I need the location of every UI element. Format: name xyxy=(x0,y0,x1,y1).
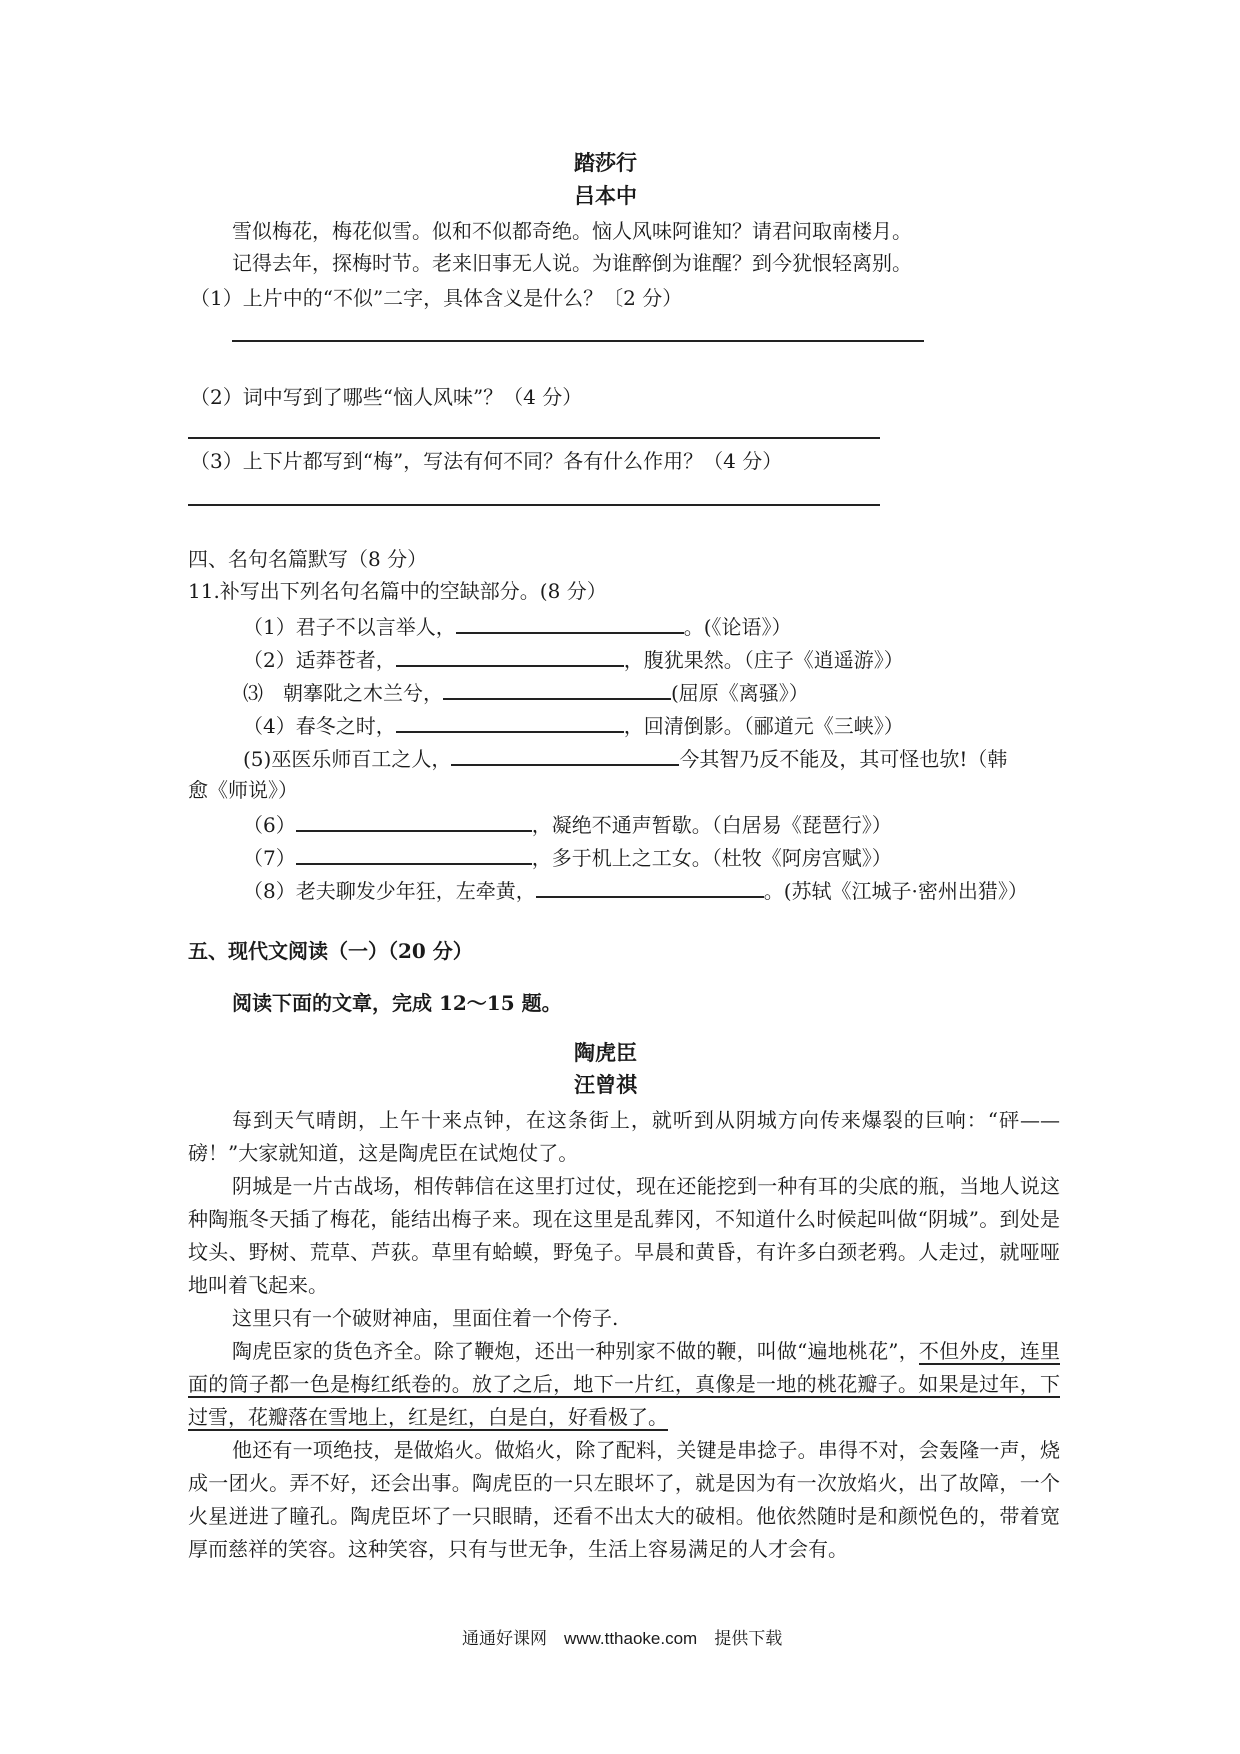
fill-item-5-continued: 愈《师说》） xyxy=(188,778,298,802)
poem-line-1: 雪似梅花，梅花似雪。似和不似都奇绝。恼人风味阿谁知？请君问取南楼月。 xyxy=(232,219,912,243)
article-paragraph-1-text: 每到天气晴朗，上午十来点钟，在这条街上，就听到从阴城方向传来爆裂的巨响：“砰——磅！”大家就知道，这是陶虎臣在试炮仗了。 xyxy=(188,1108,1060,1165)
fill-item-4-prefix: （4）春冬之时， xyxy=(243,714,396,738)
fill-item-7 xyxy=(243,843,892,871)
answer-line-2 xyxy=(188,437,880,439)
article-paragraph-4-text: 陶虎臣家的货色齐全。除了鞭炮，还出一种别家不做的鞭，叫做“遍地桃花”， xyxy=(232,1339,919,1363)
fill-blank-5[interactable] xyxy=(451,744,679,766)
fill-item-3-suffix: (屈原《离骚》） xyxy=(671,681,809,705)
article-paragraph-5 xyxy=(188,1434,1060,1566)
article-paragraph-4 xyxy=(188,1335,1060,1434)
question-1: （1）上片中的“不似”二字，具体含义是什么？〔2 分） xyxy=(190,286,683,310)
page-footer: 通通好课网 www.tthaoke.com 提供下载 xyxy=(462,1629,783,1648)
section-4-heading: 四、名句名篇默写（8 分） xyxy=(188,547,428,571)
fill-item-7-suffix: ，多于机上之工女。（杜牧《阿房宫赋》） xyxy=(531,846,892,870)
fill-item-8-prefix: （8）老夫聊发少年狂，左牵黄， xyxy=(243,879,536,903)
question-3: （3）上下片都写到“梅”，写法有何不同？各有什么作用？（4 分） xyxy=(190,449,783,473)
fill-item-3 xyxy=(243,678,809,706)
fill-item-2-suffix: ，腹犹果然。（庄子《逍遥游》） xyxy=(623,648,904,672)
article-paragraph-1 xyxy=(188,1104,1060,1170)
fill-blank-6[interactable] xyxy=(296,810,532,832)
fill-item-2-prefix: （2）适莽苍者， xyxy=(243,648,396,672)
fill-blank-1[interactable] xyxy=(456,612,684,634)
fill-item-6-prefix: （6） xyxy=(243,813,296,837)
fill-item-5-prefix: (5)巫医乐师百工之人， xyxy=(243,747,452,771)
article-paragraph-2 xyxy=(188,1170,1060,1302)
question-2: （2）词中写到了哪些“恼人风味”？（4 分） xyxy=(190,385,583,409)
underlined-passage: 不但外皮，连里面的筒子都一色是梅红纸卷的。放了之后，地下一片红，真像是一地的桃花瓣子。如果是过年，下过雪，花瓣落在雪地上，红是红，白是白，好看极了。 xyxy=(188,1339,1061,1429)
fill-item-1 xyxy=(243,612,792,640)
section-5-heading: 五、现代文阅读（一）（20 分） xyxy=(188,939,473,963)
article-paragraph-5-text: 他还有一项绝技，是做焰火。做焰火，除了配料，关键是串捻子。串得不对，会轰隆一声，烧成一团火。弄不好，还会出事。陶虎臣的一只左眼坏了，就是因为有一次放焰火，出了故障，一个火星迸进了瞳孔。陶虎臣坏了一只眼睛，还看不出太大的破相。他依然随时是和颜悦色的，带着宽厚而慈祥的笑容。这种笑容，只有与世无争，生活上容易满足的人才会有。 xyxy=(188,1438,1060,1561)
fill-item-4-suffix: ，回清倒影。（郦道元《三峡》） xyxy=(623,714,904,738)
article-paragraph-3-text: 这里只有一个破财神庙，里面住着一个侉子. xyxy=(232,1306,619,1330)
fill-blank-2[interactable] xyxy=(396,645,624,667)
fill-item-1-suffix: 。(《论语》） xyxy=(683,615,792,639)
article-paragraph-2-text: 阴城是一片古战场，相传韩信在这里打过仗，现在还能挖到一种有耳的尖底的瓶，当地人说这种陶瓶冬天插了梅花，能结出梅子来。现在这里是乱葬冈，不知道什么时候起叫做“阴城”。到处是坟头、野树、荒草、芦荻。草里有蛤蟆，野兔子。早晨和黄昏，有许多白颈老鸦。人走过，就哑哑地叫着飞起来。 xyxy=(188,1174,1060,1297)
fill-item-5 xyxy=(243,744,1007,772)
section-4-instruction: 11.补写出下列名句名篇中的空缺部分。(8 分） xyxy=(188,579,607,603)
article-paragraph-3 xyxy=(188,1302,1060,1335)
fill-item-8 xyxy=(243,876,1028,904)
fill-blank-8[interactable] xyxy=(536,876,764,898)
poem-title: 踏莎行 xyxy=(574,150,637,175)
fill-item-6 xyxy=(243,810,892,838)
fill-item-8-suffix: 。(苏轼《江城子·密州出猎》） xyxy=(763,879,1028,903)
poem-author: 吕本中 xyxy=(574,183,637,208)
article-author: 汪曾祺 xyxy=(574,1072,637,1097)
answer-line-3 xyxy=(188,504,880,506)
poem-line-2: 记得去年，探梅时节。老来旧事无人说。为谁醉倒为谁醒？到今犹恨轻离别。 xyxy=(232,251,912,275)
fill-item-2 xyxy=(243,645,904,673)
fill-item-7-prefix: （7） xyxy=(243,846,296,870)
answer-line-1 xyxy=(232,340,924,342)
fill-blank-3[interactable] xyxy=(443,678,671,700)
fill-item-5-suffix: 今其智乃反不能及，其可怪也欤!（韩 xyxy=(679,747,1008,771)
section-5-instruction: 阅读下面的文章，完成 12〜15 题。 xyxy=(232,991,562,1015)
fill-item-1-prefix: （1）君子不以言举人， xyxy=(243,615,456,639)
fill-item-6-suffix: ，凝绝不通声暂歇。（白居易《琵琶行》） xyxy=(531,813,892,837)
fill-item-3-prefix: ⑶ 朝搴阰之木兰兮， xyxy=(243,681,443,705)
fill-blank-4[interactable] xyxy=(396,711,624,733)
article-title: 陶虎臣 xyxy=(574,1040,637,1065)
fill-item-4 xyxy=(243,711,904,739)
fill-blank-7[interactable] xyxy=(296,843,532,865)
